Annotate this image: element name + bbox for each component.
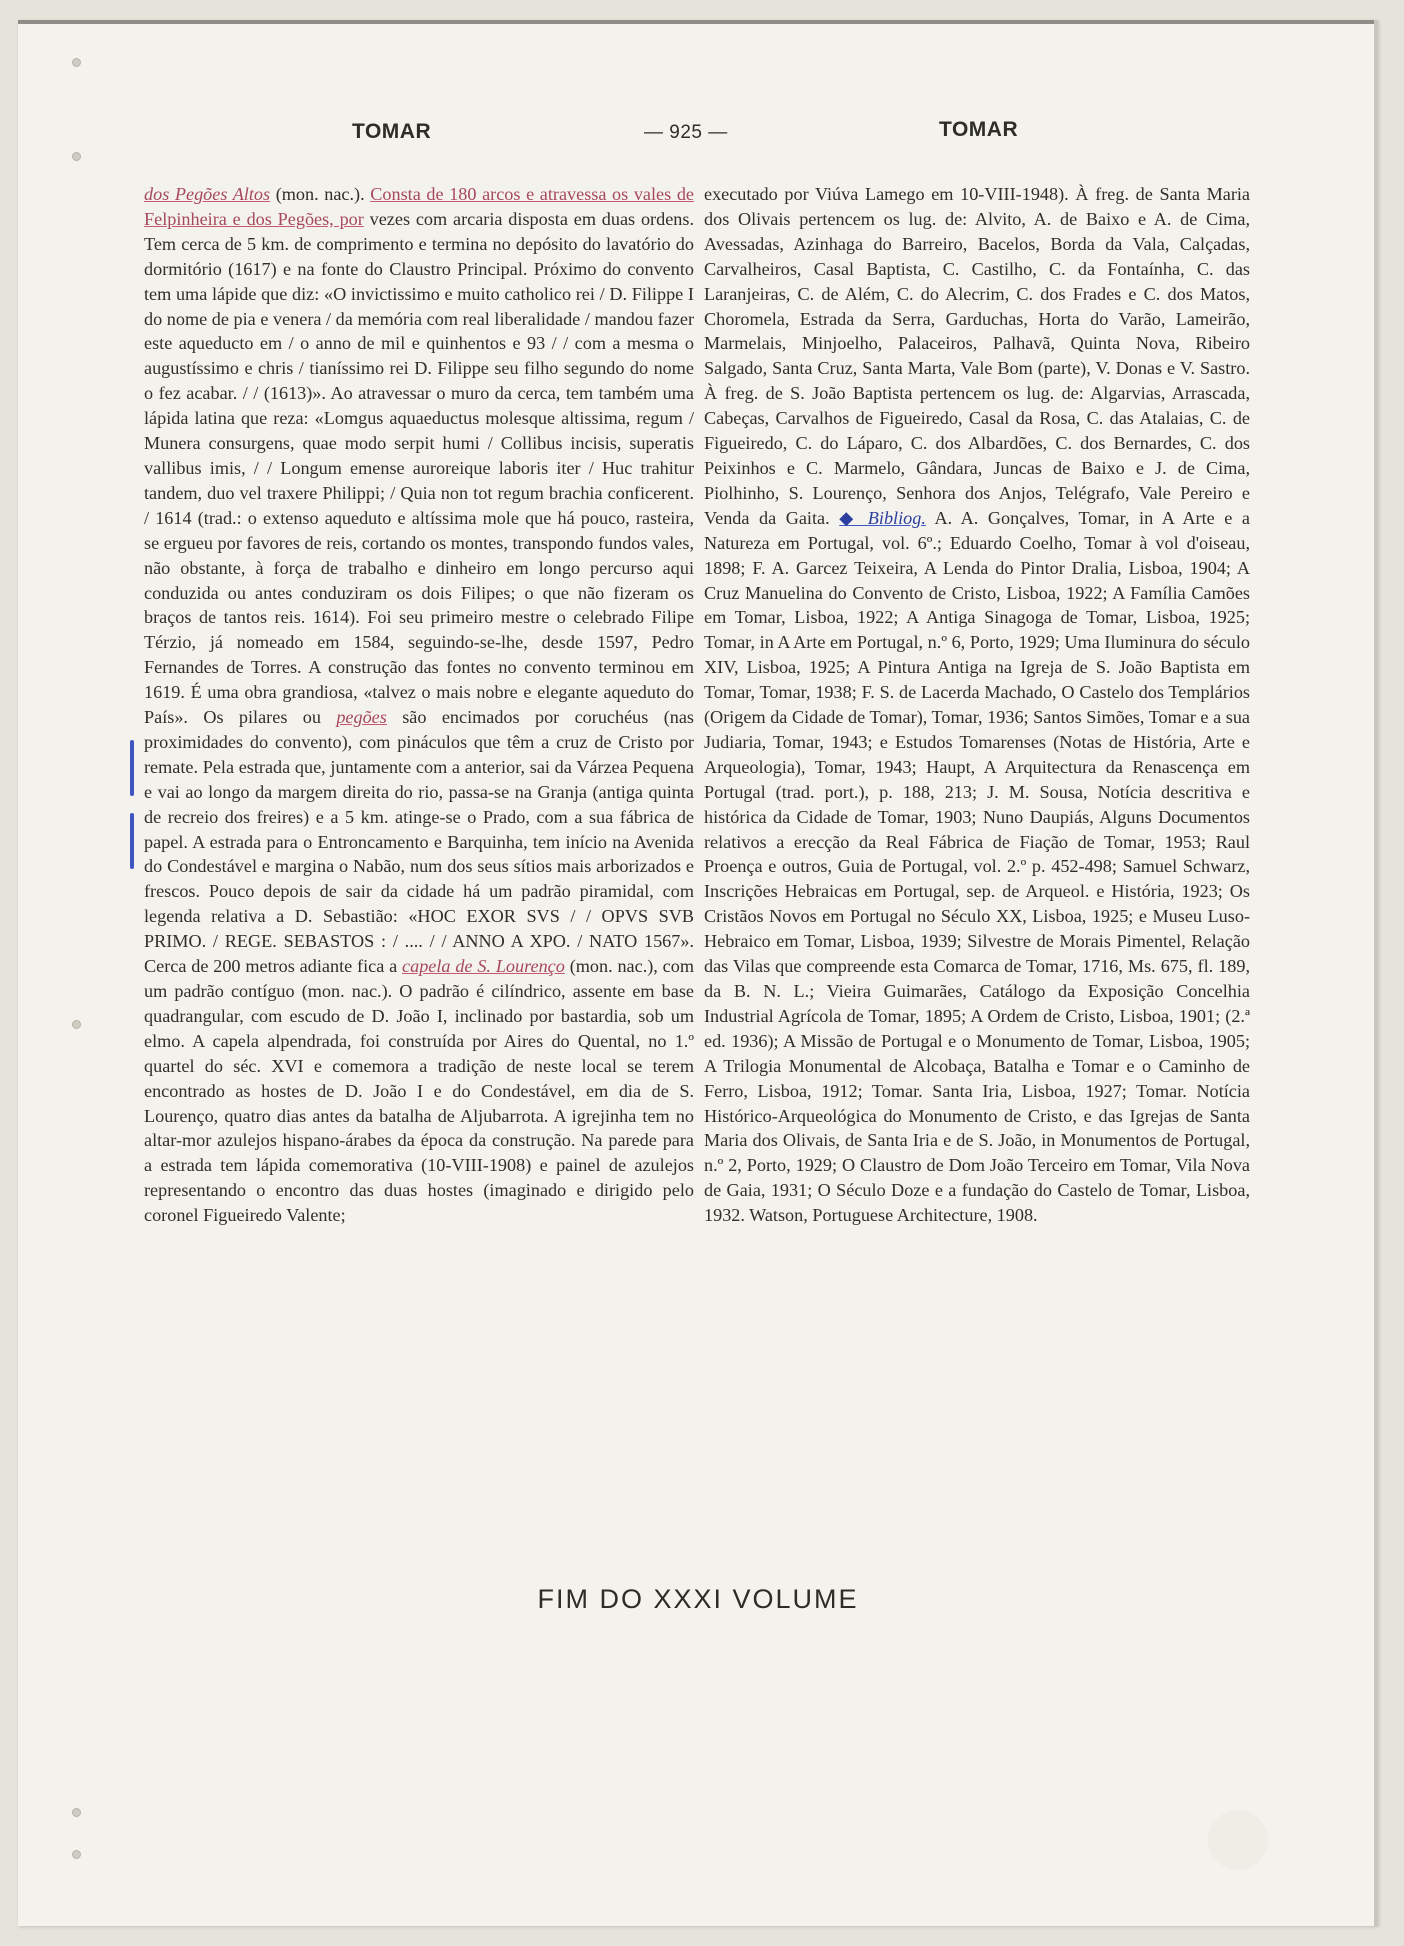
text-run: vezes com arcaria disposta em duas ordens. Tem cerca de 5 km. de comprimento e termina no depósito do lavatório do dormitório (1617) e na fonte do Claustro Principal. Próximo do convento tem uma lápide que diz: «O invictissimo e muito catholico rei / D. Filippe I do nome de pia e venera / da memória com real liberalidade / mandou fazer este aqueducto em / o anno de mil e quinhentos e 93 / / com a mesma o augustíssimo e chris / tianíssimo rei D. Filippe seu filho segundo do nome o fez acabar. / / (1613)». Ao atravessar o muro da cerca, tem também uma lápida latina que reza: «Lomgus aquaeductus molesque altissima, regum / Munera consurgens, quae modo serpit humi / Collibus incisis, superatis vallibus imis, / / Longum emense auroreique laboris iter / Huc trahitur tandem, duo vel traxere Philippi; / Quia non tot regum brachia conficerent. / 1614 (trad.: o extenso aqueduto e altíssima mole que há pouco, rasteira, se ergueu por favores de reis, cortando os montes, transpondo fundos vales, não obstante, à força de trabalho e dinheiro em longo percurso aqui conduzida ou antes conduziram os dois Filipes; o que não fizeram os braços de tantos reis. 1614). Foi seu primeiro mestre o celebrado Filipe Térzio, já nomeado em 1584, seguindo-se-lhe, desde 1597, Pedro Fernandes de Torres. A construção das fontes no convento terminou em 1619. É uma obra grandiosa, «talvez o mais nobre e elegante aqueduto do País». Os pilares ou — [144, 208, 694, 728]
top-edge — [18, 20, 1378, 24]
right-column — [704, 182, 1250, 1228]
margin-mark — [130, 813, 134, 869]
right-column-text — [704, 182, 1250, 1228]
highlight-pegoes: pegões — [336, 707, 387, 728]
paper-stain — [1208, 1810, 1268, 1870]
text-run: (mon. nac.), com um padrão contíguo (mon. nac.). O padrão é cilíndrico, assente em base quadrangular, com escudo de D. João I, inclinado por bastardia, sob um elmo. A capela alpendrada, foi construída por Aires do Quental, no 1.º quartel do séc. XVI e comemora a tradição de neste local se terem encontrado as hostes de D. João I e do Condestável, em dia de S. Lourenço, quatro dias antes da batalha de Aljubarrota. A igrejinha tem no altar-mor azulejos hispano-árabes da época da construção. Na parede para a estrada tem lápida comemorativa (10-VIII-1908) e painel de azulejos representando o encontro das duas hostes (imaginado e dirigido pelo coronel Figueiredo Valente; — [144, 956, 694, 1226]
punch-hole — [72, 152, 81, 161]
page-header — [18, 112, 1378, 152]
running-head-right: TOMAR — [939, 118, 1019, 141]
text-run: executado por Viúva Lamego em 10-VIII-1948). À freg. de Santa Maria dos Olivais pertencem os lug. de: Alvito, A. de Baixo e A. de Cima, Avessadas, Azinhaga do Barreiro, Bacelos, Borda da Vala, Calçadas, Carvalheiros, Casal Baptista, C. Castilho, C. da Fontaínha, C. das Laranjeiras, C. de Além, C. do Alecrim, C. dos Frades e C. dos Matos, Choromela, Estrada da Serra, Garduchas, Horta do Varão, Lameirão, Marmelais, Minjoelho, Palaceiros, Palhavã, Quinta Nova, Ribeiro Salgado, Santa Cruz, Santa Marta, Vale Bom (parte), V. Donas e V. Sastro. À freg. de S. João Baptista pertencem os lug. de: Algarvias, Arrascada, Cabeças, Carvalhos de Figueiredo, Casal da Rosa, C. das Atalaias, C. de Figueiredo, C. do Láparo, C. dos Albardões, C. dos Bernardes, C. dos Peixinhos e C. Marmelo, Gândara, Juncas de Baixo e J. de Cima, Piolhinho, S. Lourenço, Senhora dos Anjos, Telégrafo, Vale Pereiro e Venda da Gaita. — [704, 184, 1250, 528]
running-head-left: TOMAR — [352, 120, 432, 143]
right-edge — [1374, 20, 1378, 1926]
left-column — [144, 182, 694, 1228]
left-column-text — [144, 182, 694, 1228]
highlight-pegoes-altos: dos Pegões Altos — [144, 184, 271, 204]
margin-mark — [130, 740, 134, 796]
text-run: (mon. nac.). — [270, 184, 371, 204]
punch-hole — [72, 1020, 81, 1029]
text-run: são encimados por coruchéus (nas proximidades do convento), com pináculos que têm a cruz de Cristo por remate. Pela estrada que, juntamente com a anterior, sai da Várzea Pequena e vai ao longo da margem direita do rio, passa-se na Granja (antiga quinta de recreio dos freires) e a 5 km. atinge-se o Prado, com a sua fábrica de papel. A estrada para o Entroncamento e Barquinha, tem início na Avenida do Condestável e margina o Nabão, num dos seus sítios mais arborizados e frescos. Pouco depois de sair da cidade há um padrão piramidal, com legenda relativa a D. Sebastião: «HOC EXOR SVS / / OPVS SVB PRIMO. / REGE. SEBASTOS : / .... / / ANNO A XPO. / NATO 1567». Cerca de 200 metros adiante fica a — [144, 707, 694, 977]
punch-hole — [72, 58, 81, 67]
page-sheet — [18, 20, 1378, 1926]
punch-hole — [72, 1808, 81, 1817]
highlight-arcos: Consta de 180 arcos e atravessa os vales de Felpinheira e dos Pegões, por — [144, 184, 694, 229]
bibliography-label: ◆ Bibliog. — [839, 507, 926, 528]
highlight-capela: capela de S. Lourenço — [402, 956, 565, 977]
bibliography-text: A. A. Gonçalves, Tomar, in A Arte e a Natureza em Portugal, vol. 6º.; Eduardo Coelho, Tomar à vol d'oiseau, 1898; F. A. Garcez Teixeira, A Lenda do Pintor Dralia, Lisboa, 1904; A Cruz Manuelina do Convento de Cristo, Lisboa, 1922; A Família Camões em Tomar, Lisboa, 1922; A Antiga Sinagoga de Tomar, Lisboa, 1925; Tomar, in A Arte em Portugal, n.º 6, Porto, 1929; Uma Iluminura do século XIV, Lisboa, 1925; A Pintura Antiga na Igreja de S. João Baptista em Tomar, Tomar, 1938; F. S. de Lacerda Machado, O Castelo dos Templários (Origem da Cidade de Tomar), Tomar, 1936; Santos Simões, Tomar e a sua Judiaria, Tomar, 1943; e Estudos Tomarenses (Notas de História, Arte e Arqueologia), Tomar, 1943; Haupt, A Arquitectura da Renascença em Portugal (trad. port.), p. 188, 213; J. M. Sousa, Notícia descritiva e histórica da Cidade de Tomar, 1903; Nuno Daupiás, Alguns Documentos relativos a erecção da Real Fábrica de Fiação de Tomar, 1953; Raul Proença e outros, Guia de Portugal, vol. 2.º p. 452-498; Samuel Schwarz, Inscrições Hebraicas em Portugal, sep. de Arqueol. e História, 1923; Os Cristãos Novos em Portugal no Século XX, Lisboa, 1925; e Museu Luso-Hebraico em Tomar, Lisboa, 1939; Silvestre de Morais Pimentel, Relação das Vilas que compreende esta Comarca de Tomar, 1716, Ms. 675, fl. 189, da B. N. L.; Vieira Guimarães, Catálogo da Exposição Concelhia Industrial Agrícola de Tomar, 1895; A Ordem de Cristo, Lisboa, 1901; (2.ª ed. 1936); A Missão de Portugal e o Monumento de Tomar, Lisboa, 1905; A Trilogia Monumental de Alcobaça, Batalha e Tomar e o Caminho de Ferro, Lisboa, 1912; Tomar. Santa Iria, Lisboa, 1927; Tomar. Notícia Histórico-Arqueológica do Monumento de Cristo, e das Igrejas de Santa Maria dos Olivais, de Santa Iria e de S. João, in Monumentos de Portugal, n.º 2, Porto, 1929; O Claustro de Dom João Terceiro em Tomar, Vila Nova de Gaia, 1931; O Século Doze e a fundação do Castelo de Tomar, Lisboa, 1932. Watson, Portuguese Architecture, 1908. — [704, 507, 1250, 1226]
punch-hole — [72, 1850, 81, 1859]
end-of-volume-title: FIM DO XXXI VOLUME — [537, 1584, 859, 1614]
page-number: — 925 — — [644, 122, 728, 143]
